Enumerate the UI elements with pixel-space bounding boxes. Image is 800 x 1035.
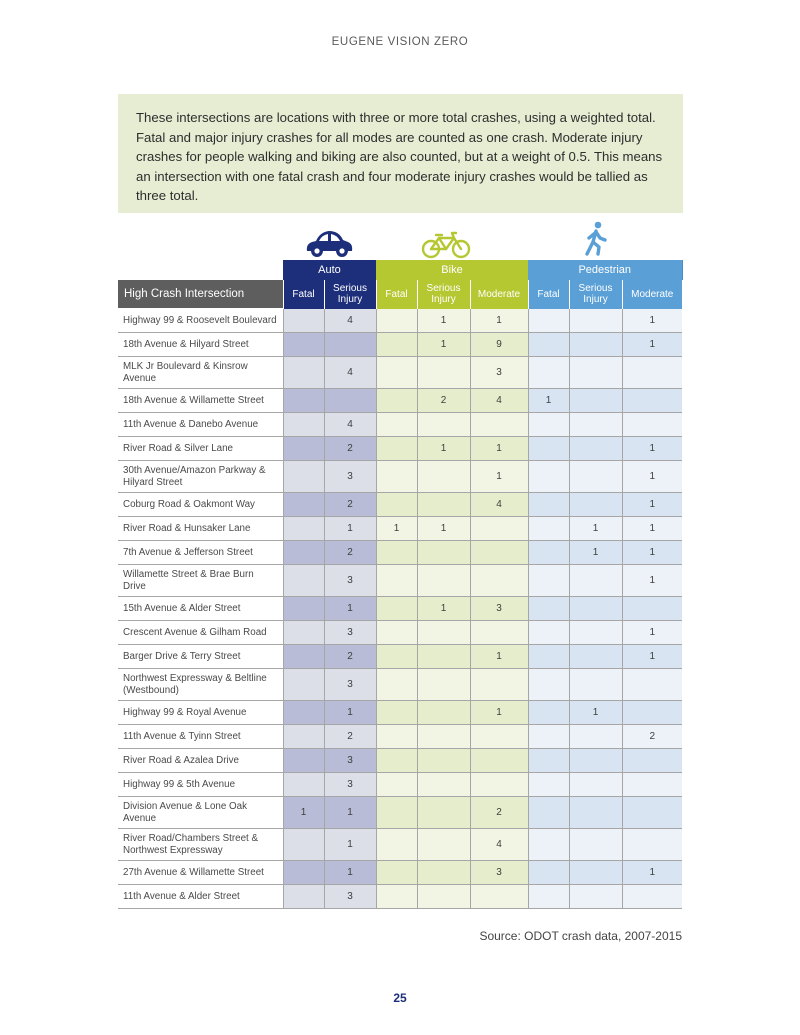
cell-bike-fatal [376, 357, 417, 389]
cell-bike-serious [417, 861, 470, 885]
cell-auto-fatal [283, 461, 324, 493]
cell-auto-serious: 4 [324, 357, 376, 389]
intersection-name: Crescent Avenue & Gilham Road [118, 621, 283, 645]
table-row [118, 437, 682, 461]
cell-ped-fatal [528, 461, 569, 493]
cell-bike-moderate [470, 749, 528, 773]
cell-ped-fatal [528, 493, 569, 517]
cell-ped-serious [569, 861, 622, 885]
page-number: 25 [393, 991, 407, 1005]
cell-bike-fatal [376, 749, 417, 773]
cell-auto-serious: 2 [324, 645, 376, 669]
cell-ped-moderate: 1 [622, 621, 682, 645]
cell-bike-serious [417, 357, 470, 389]
cell-ped-moderate [622, 797, 682, 829]
cell-ped-moderate: 2 [622, 725, 682, 749]
cell-bike-serious: 1 [417, 437, 470, 461]
cell-auto-serious: 3 [324, 461, 376, 493]
intersection-name: 18th Avenue & Willamette Street [118, 389, 283, 413]
cell-ped-fatal [528, 749, 569, 773]
cell-ped-moderate: 1 [622, 517, 682, 541]
cell-bike-moderate [470, 669, 528, 701]
intersection-name: 11th Avenue & Tyinn Street [118, 725, 283, 749]
cell-ped-serious [569, 461, 622, 493]
cell-auto-serious: 2 [324, 725, 376, 749]
cell-bike-serious [417, 885, 470, 909]
intersection-name: 15th Avenue & Alder Street [118, 597, 283, 621]
intro-callout: These intersections are locations with three or more total crashes, using a weighted total. Fatal and major injury crashes for all modes are counted as one crash. Moderate injury crashes for people walking and biking are also counted, but at a weight of 0.5. This means an intersection with one fatal crash and four moderate injury crashes would be tallied as three total. [118, 94, 683, 213]
table-row [118, 669, 682, 701]
cell-ped-moderate [622, 597, 682, 621]
cell-auto-fatal [283, 645, 324, 669]
col-intersection: High Crash Intersection [118, 280, 283, 309]
cell-ped-serious [569, 621, 622, 645]
cell-auto-serious: 4 [324, 413, 376, 437]
col-bike-serious: Serious Injury [417, 280, 470, 309]
cell-bike-serious [417, 565, 470, 597]
cell-ped-serious: 1 [569, 541, 622, 565]
pedestrian-icon [583, 221, 609, 257]
cell-bike-moderate: 1 [470, 645, 528, 669]
cell-auto-serious: 4 [324, 309, 376, 333]
intersection-name: MLK Jr Boulevard & Kinsrow Avenue [118, 357, 283, 389]
cell-ped-fatal [528, 669, 569, 701]
cell-ped-moderate: 1 [622, 861, 682, 885]
cell-auto-fatal [283, 357, 324, 389]
cell-auto-fatal [283, 309, 324, 333]
cell-bike-serious: 1 [417, 517, 470, 541]
table-row [118, 541, 682, 565]
cell-bike-fatal [376, 437, 417, 461]
cell-auto-fatal [283, 829, 324, 861]
intersection-name: Highway 99 & 5th Avenue [118, 773, 283, 797]
cell-bike-serious [417, 725, 470, 749]
intersection-name: 18th Avenue & Hilyard Street [118, 333, 283, 357]
cell-bike-serious [417, 493, 470, 517]
cell-bike-fatal [376, 413, 417, 437]
cell-auto-fatal [283, 773, 324, 797]
cell-ped-moderate: 1 [622, 461, 682, 493]
cell-bike-moderate [470, 413, 528, 437]
cell-ped-serious: 1 [569, 701, 622, 725]
table-row [118, 749, 682, 773]
intersection-name: 7th Avenue & Jefferson Street [118, 541, 283, 565]
cell-bike-moderate [470, 885, 528, 909]
cell-auto-serious [324, 389, 376, 413]
cell-auto-fatal [283, 413, 324, 437]
intersection-name: 27th Avenue & Willamette Street [118, 861, 283, 885]
cell-bike-moderate: 1 [470, 701, 528, 725]
col-bike-moderate: Moderate [470, 280, 528, 309]
cell-ped-moderate [622, 389, 682, 413]
cell-bike-serious [417, 669, 470, 701]
cell-ped-serious [569, 565, 622, 597]
cell-ped-moderate [622, 413, 682, 437]
cell-auto-serious: 3 [324, 749, 376, 773]
col-ped-moderate: Moderate [622, 280, 682, 309]
cell-ped-fatal [528, 541, 569, 565]
cell-auto-serious: 2 [324, 437, 376, 461]
cell-bike-serious [417, 645, 470, 669]
cell-bike-fatal [376, 333, 417, 357]
cell-auto-serious: 3 [324, 773, 376, 797]
cell-ped-serious [569, 645, 622, 669]
cell-ped-moderate [622, 829, 682, 861]
intersection-name: River Road & Silver Lane [118, 437, 283, 461]
intersection-name: Willamette Street & Brae Burn Drive [118, 565, 283, 597]
cell-bike-moderate: 4 [470, 829, 528, 861]
cell-ped-fatal [528, 645, 569, 669]
cell-bike-serious [417, 797, 470, 829]
cell-ped-fatal [528, 701, 569, 725]
cell-auto-serious: 1 [324, 701, 376, 725]
cell-auto-fatal [283, 437, 324, 461]
cell-bike-fatal [376, 885, 417, 909]
cell-bike-fatal: 1 [376, 517, 417, 541]
table-row [118, 645, 682, 669]
cell-auto-fatal: 1 [283, 797, 324, 829]
cell-ped-serious [569, 357, 622, 389]
cell-bike-fatal [376, 725, 417, 749]
group-bike: Bike [376, 260, 528, 280]
cell-ped-serious [569, 493, 622, 517]
cell-auto-fatal [283, 701, 324, 725]
cell-bike-fatal [376, 493, 417, 517]
cell-auto-fatal [283, 597, 324, 621]
intersection-name: River Road & Hunsaker Lane [118, 517, 283, 541]
group-auto: Auto [283, 260, 376, 280]
cell-ped-fatal [528, 437, 569, 461]
cell-ped-fatal: 1 [528, 389, 569, 413]
cell-bike-moderate [470, 541, 528, 565]
cell-bike-moderate: 9 [470, 333, 528, 357]
cell-ped-fatal [528, 725, 569, 749]
cell-ped-moderate: 1 [622, 309, 682, 333]
cell-ped-fatal [528, 621, 569, 645]
cell-bike-fatal [376, 597, 417, 621]
cell-ped-moderate [622, 749, 682, 773]
cell-auto-fatal [283, 333, 324, 357]
cell-ped-fatal [528, 885, 569, 909]
table-row [118, 725, 682, 749]
cell-ped-serious [569, 669, 622, 701]
cell-ped-moderate: 1 [622, 437, 682, 461]
car-icon [303, 229, 355, 259]
cell-auto-fatal [283, 389, 324, 413]
cell-bike-moderate: 1 [470, 461, 528, 493]
table-row [118, 861, 682, 885]
cell-bike-fatal [376, 645, 417, 669]
cell-auto-serious: 3 [324, 885, 376, 909]
cell-ped-serious [569, 725, 622, 749]
cell-auto-fatal [283, 565, 324, 597]
cell-ped-moderate: 1 [622, 493, 682, 517]
cell-auto-serious: 2 [324, 541, 376, 565]
cell-ped-moderate [622, 669, 682, 701]
cell-bike-fatal [376, 389, 417, 413]
table-row [118, 517, 682, 541]
cell-ped-serious [569, 885, 622, 909]
table-row [118, 389, 682, 413]
cell-ped-serious [569, 829, 622, 861]
cell-bike-fatal [376, 797, 417, 829]
table-row [118, 333, 682, 357]
cell-bike-moderate [470, 621, 528, 645]
cell-ped-moderate [622, 701, 682, 725]
cell-bike-fatal [376, 461, 417, 493]
cell-auto-serious: 2 [324, 493, 376, 517]
col-ped-fatal: Fatal [528, 280, 569, 309]
cell-bike-moderate [470, 517, 528, 541]
cell-bike-moderate: 4 [470, 493, 528, 517]
table-row [118, 773, 682, 797]
cell-ped-serious [569, 749, 622, 773]
cell-ped-serious [569, 797, 622, 829]
cell-bike-moderate: 1 [470, 309, 528, 333]
cell-ped-fatal [528, 773, 569, 797]
cell-bike-serious [417, 621, 470, 645]
cell-bike-fatal [376, 773, 417, 797]
intersection-name: 30th Avenue/Amazon Parkway & Hilyard Street [118, 461, 283, 493]
table-row [118, 461, 682, 493]
group-pedestrian: Pedestrian [528, 260, 682, 280]
cell-ped-serious [569, 309, 622, 333]
cell-bike-serious [417, 749, 470, 773]
intersection-name: 11th Avenue & Danebo Avenue [118, 413, 283, 437]
cell-bike-moderate: 3 [470, 861, 528, 885]
cell-ped-moderate [622, 885, 682, 909]
cell-ped-serious [569, 437, 622, 461]
intersection-name: Highway 99 & Royal Avenue [118, 701, 283, 725]
cell-auto-serious: 3 [324, 669, 376, 701]
cell-ped-serious [569, 773, 622, 797]
intersection-name: Northwest Expressway & Beltline (Westbound) [118, 669, 283, 701]
cell-auto-fatal [283, 669, 324, 701]
cell-auto-fatal [283, 621, 324, 645]
cell-ped-fatal [528, 597, 569, 621]
intersection-name: Coburg Road & Oakmont Way [118, 493, 283, 517]
intersection-name: River Road/Chambers Street & Northwest Expressway [118, 829, 283, 861]
cell-ped-serious [569, 597, 622, 621]
col-ped-serious: Serious Injury [569, 280, 622, 309]
cell-ped-moderate: 1 [622, 333, 682, 357]
cell-auto-fatal [283, 725, 324, 749]
cell-bike-moderate: 1 [470, 437, 528, 461]
cell-auto-serious [324, 333, 376, 357]
cell-ped-serious: 1 [569, 517, 622, 541]
table-row [118, 885, 682, 909]
cell-auto-fatal [283, 541, 324, 565]
cell-ped-moderate: 1 [622, 541, 682, 565]
cell-bike-fatal [376, 541, 417, 565]
intersection-name: River Road & Azalea Drive [118, 749, 283, 773]
cell-auto-fatal [283, 493, 324, 517]
cell-ped-moderate: 1 [622, 645, 682, 669]
cell-auto-serious: 3 [324, 621, 376, 645]
col-bike-fatal: Fatal [376, 280, 417, 309]
cell-bike-serious [417, 541, 470, 565]
cell-bike-fatal [376, 829, 417, 861]
cell-ped-fatal [528, 829, 569, 861]
intersection-name: Highway 99 & Roosevelt Boulevard [118, 309, 283, 333]
high-crash-table [118, 260, 683, 909]
col-auto-fatal: Fatal [283, 280, 324, 309]
cell-bike-moderate [470, 725, 528, 749]
table-row [118, 701, 682, 725]
cell-auto-serious: 1 [324, 797, 376, 829]
cell-bike-serious [417, 773, 470, 797]
table-row [118, 621, 682, 645]
table-row [118, 309, 682, 333]
cell-ped-moderate [622, 357, 682, 389]
cell-bike-fatal [376, 309, 417, 333]
cell-ped-fatal [528, 517, 569, 541]
cell-bike-serious: 2 [417, 389, 470, 413]
intersection-name: Division Avenue & Lone Oak Avenue [118, 797, 283, 829]
cell-auto-serious: 1 [324, 829, 376, 861]
cell-ped-fatal [528, 413, 569, 437]
cell-auto-fatal [283, 749, 324, 773]
cell-auto-fatal [283, 861, 324, 885]
cell-ped-serious [569, 333, 622, 357]
cell-auto-serious: 3 [324, 565, 376, 597]
table-body [118, 309, 682, 909]
cell-bike-fatal [376, 621, 417, 645]
cell-bike-serious: 1 [417, 333, 470, 357]
cell-bike-moderate: 3 [470, 597, 528, 621]
cell-bike-fatal [376, 701, 417, 725]
cell-ped-fatal [528, 565, 569, 597]
cell-bike-moderate: 4 [470, 389, 528, 413]
cell-bike-serious: 1 [417, 597, 470, 621]
cell-auto-serious: 1 [324, 597, 376, 621]
table-row [118, 565, 682, 597]
table-row [118, 797, 682, 829]
cell-bike-serious [417, 461, 470, 493]
intersection-name: Barger Drive & Terry Street [118, 645, 283, 669]
cell-bike-moderate [470, 565, 528, 597]
cell-bike-serious [417, 413, 470, 437]
cell-ped-fatal [528, 861, 569, 885]
cell-bike-moderate [470, 773, 528, 797]
cell-ped-fatal [528, 333, 569, 357]
cell-ped-fatal [528, 797, 569, 829]
cell-auto-serious: 1 [324, 517, 376, 541]
cell-ped-moderate [622, 773, 682, 797]
cell-bike-fatal [376, 565, 417, 597]
cell-ped-fatal [528, 309, 569, 333]
cell-auto-fatal [283, 885, 324, 909]
table-row [118, 413, 682, 437]
bicycle-icon [421, 231, 471, 259]
cell-bike-serious [417, 829, 470, 861]
col-auto-serious: Serious Injury [324, 280, 376, 309]
cell-ped-fatal [528, 357, 569, 389]
cell-bike-fatal [376, 861, 417, 885]
cell-auto-fatal [283, 517, 324, 541]
table-row [118, 829, 682, 861]
cell-auto-serious: 1 [324, 861, 376, 885]
cell-ped-serious [569, 389, 622, 413]
cell-ped-moderate: 1 [622, 565, 682, 597]
cell-bike-moderate: 2 [470, 797, 528, 829]
table-row [118, 493, 682, 517]
cell-bike-fatal [376, 669, 417, 701]
table-row [118, 597, 682, 621]
page-header: EUGENE VISION ZERO [331, 36, 469, 48]
table-row [118, 357, 682, 389]
cell-bike-serious: 1 [417, 309, 470, 333]
cell-ped-serious [569, 413, 622, 437]
intersection-name: 11th Avenue & Alder Street [118, 885, 283, 909]
cell-bike-serious [417, 701, 470, 725]
source-note: Source: ODOT crash data, 2007-2015 [479, 929, 682, 943]
cell-bike-moderate: 3 [470, 357, 528, 389]
